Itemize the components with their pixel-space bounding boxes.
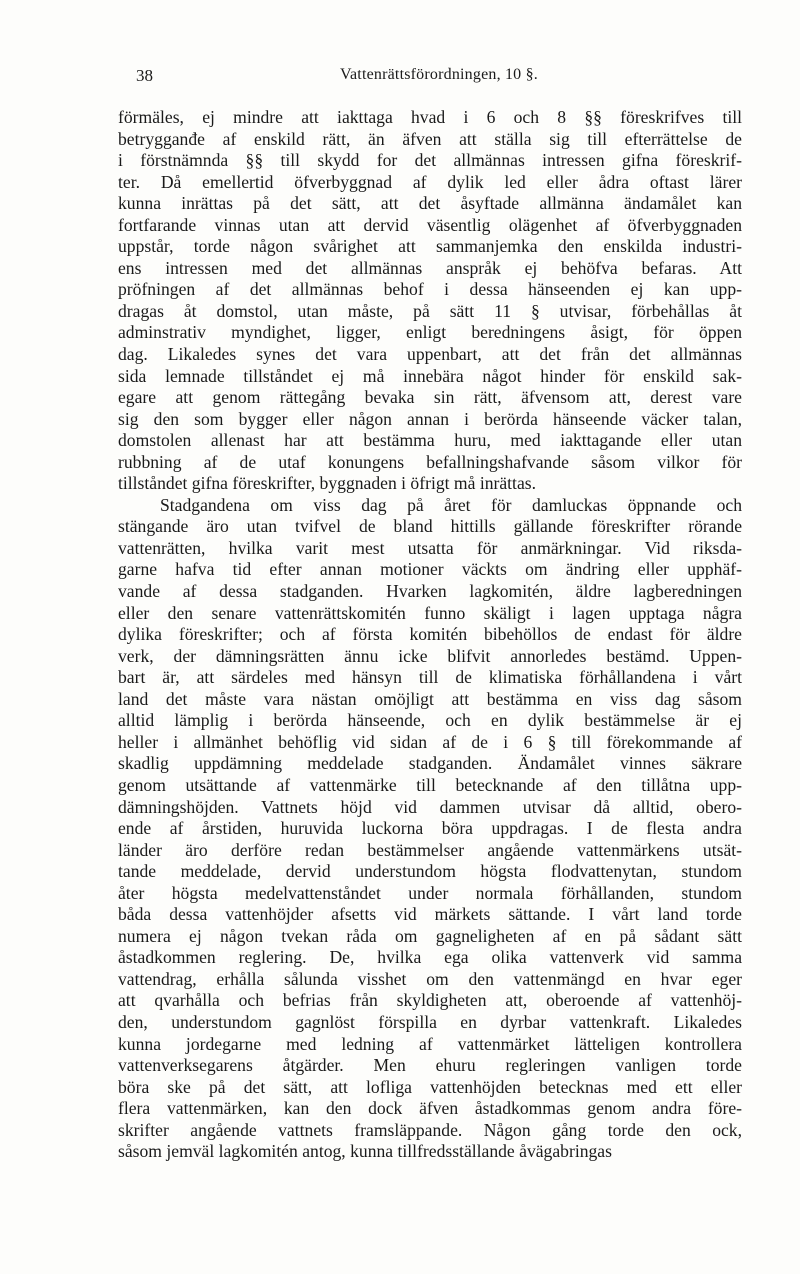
text-line: dylika föreskrifter; och af första komitén bibehöllos de endast för äldre [118, 624, 742, 645]
text-line: bart är, att särdeles med hänsyn till de klimatiska förhållandena i vårt [118, 667, 742, 688]
text-line: ens intressen med det allmännas anspråk ej behöfva befaras. Att [118, 257, 742, 278]
text-line: sig den som bygger eller någon annan i berörda hänseende väcker talan, [118, 408, 742, 429]
text-line: dämningshöjden. Vattnets höjd vid dammen utvisar då alltid, obero- [118, 796, 742, 817]
running-title: Vattenrättsförordningen, 10 §. [340, 66, 538, 83]
text-line: vattenrätten, hvilka varit mest utsatta för anmärkningar. Vid riksda- [118, 537, 742, 558]
text-line: stängande äro utan tvifvel de bland hittills gällande föreskrifter rörande [118, 516, 742, 537]
paragraph [118, 495, 742, 1163]
paragraph [118, 107, 742, 495]
text-line: vattendrag, erhålla sålunda visshet om den vattenmängd en hvar eger [118, 968, 742, 989]
text-line: garne hafva tid efter annan motioner väckts om ändring eller upphäf- [118, 559, 742, 580]
text-line: adminstrativ myndighet, ligger, enligt beredningens åsigt, för öppen [118, 322, 742, 343]
text-line: åter högsta medelvattenståndet under normala förhållanden, stundom [118, 882, 742, 903]
text-line: den, understundom gagnlöst förspilla en dyrbar vattenkraft. Likaledes [118, 1011, 742, 1032]
text-line: uppstår, torde någon svårighet att sammanjemka den enskilda industri- [118, 236, 742, 257]
text-line: flera vattenmärken, kan den dock äfven åstadkommas genom andra före- [118, 1098, 742, 1119]
text-line: genom utsättande af vattenmärke till betecknande af den tillåtna upp- [118, 774, 742, 795]
text-line: skadlig uppdämning meddelade stadganden. Ändamålet vinnes säkrare [118, 753, 742, 774]
text-line: tillståndet gifna föreskrifter, byggnaden i öfrigt må inrättas. [118, 473, 536, 494]
page-number: 38 [136, 66, 153, 85]
text-line: åstadkommen reglering. De, hvilka ega olika vattenverk vid samma [118, 947, 742, 968]
text-line: ende af årstiden, huruvida luckorna böra uppdragas. I de flesta andra [118, 818, 742, 839]
text-line: heller i allmänhet behöflig vid sidan af de i 6 § till förekommande af [118, 731, 742, 752]
text-line: eller den senare vattenrättskomitén funno skäligt i lagen upptaga några [118, 602, 742, 623]
text-line: såsom jemväl lagkomitén antog, kunna tillfredsställande åvägabringas [118, 1141, 612, 1162]
text-line: domstolen allenast har att bestämma huru, med iakttagande eller utan [118, 430, 742, 451]
text-line: kunna jordegarne med ledning af vattenmärket lätteligen kontrollera [118, 1033, 742, 1054]
text-line: verk, der dämningsrätten ännu icke blifvit annorledes bestämd. Uppen- [118, 645, 742, 666]
text-line: att qvarhålla och befrias från skyldigheten att, oberoende af vattenhöj- [118, 990, 742, 1011]
text-line: fortfarande vinnas utan att dervid väsentlig olägenhet af öfverbyggnaden [118, 214, 742, 235]
text-line: tande meddelade, dervid understundom högsta flodvattenytan, stundom [118, 861, 742, 882]
text-line: egare att genom rättegång bevaka sin rätt, äfvensom att, derest vare [118, 387, 742, 408]
running-head [136, 66, 742, 90]
body-text [118, 107, 742, 1163]
text-line: kunna inrättas på det sätt, att det åsyftade allmänna ändamålet kan [118, 193, 742, 214]
text-line: pröfningen af det allmännas behof i dessa hänseenden ej kan upp- [118, 279, 742, 300]
text-line: sida lemnade tillståndet ej må innebära något hinder för enskild sak- [118, 365, 742, 386]
text-line: vande af dessa stadganden. Hvarken lagkomitén, äldre lagberedningen [118, 581, 742, 602]
text-line: böra ske på det sätt, att lofliga vattenhöjden betecknas med ett eller [118, 1076, 742, 1097]
text-line: ter. Då emellertid öfverbyggnad af dylik led eller ådra oftast lärer [118, 171, 742, 192]
text-line: båda dessa vattenhöjder afsetts vid märkets sättande. I vårt land torde [118, 904, 742, 925]
text-line: länder äro derföre redan bestämmelser angående vattenmärkens utsät- [118, 839, 742, 860]
text-line: Stadgandena om viss dag på året för damluckas öppnande och [160, 494, 742, 515]
text-line: förmäles, ej mindre att iakttaga hvad i 6 och 8 §§ föreskrifves till [118, 107, 742, 127]
text-line: alltid lämplig i berörda hänseende, och en dylik bestämmelse är ej [118, 710, 742, 731]
text-line: dragas åt domstol, utan måste, på sätt 11 § utvisar, förbehållas åt [118, 300, 742, 321]
text-line: i förstnämnda §§ till skydd for det allmännas intressen gifna föreskrif- [118, 150, 742, 171]
text-line: vattenverksegarens åtgärder. Men ehuru regleringen vanligen torde [118, 1055, 742, 1076]
text-line: skrifter angående vattnets framsläppande. Någon gång torde den ock, [118, 1119, 742, 1140]
text-line: land det måste vara nästan omöjligt att bestämma en viss dag såsom [118, 688, 742, 709]
text-line: betrygganđe af enskild rätt, än äfven att ställa sig till efterrättelse de [118, 128, 742, 149]
text-line: dag. Likaledes synes det vara uppenbart, att det från det allmännas [118, 344, 742, 365]
text-line: numera ej någon tvekan råda om gagneligheten af en på sådant sätt [118, 925, 742, 946]
text-line: rubbning af de utaf konungens befallningshafvande såsom vilkor för [118, 451, 742, 472]
